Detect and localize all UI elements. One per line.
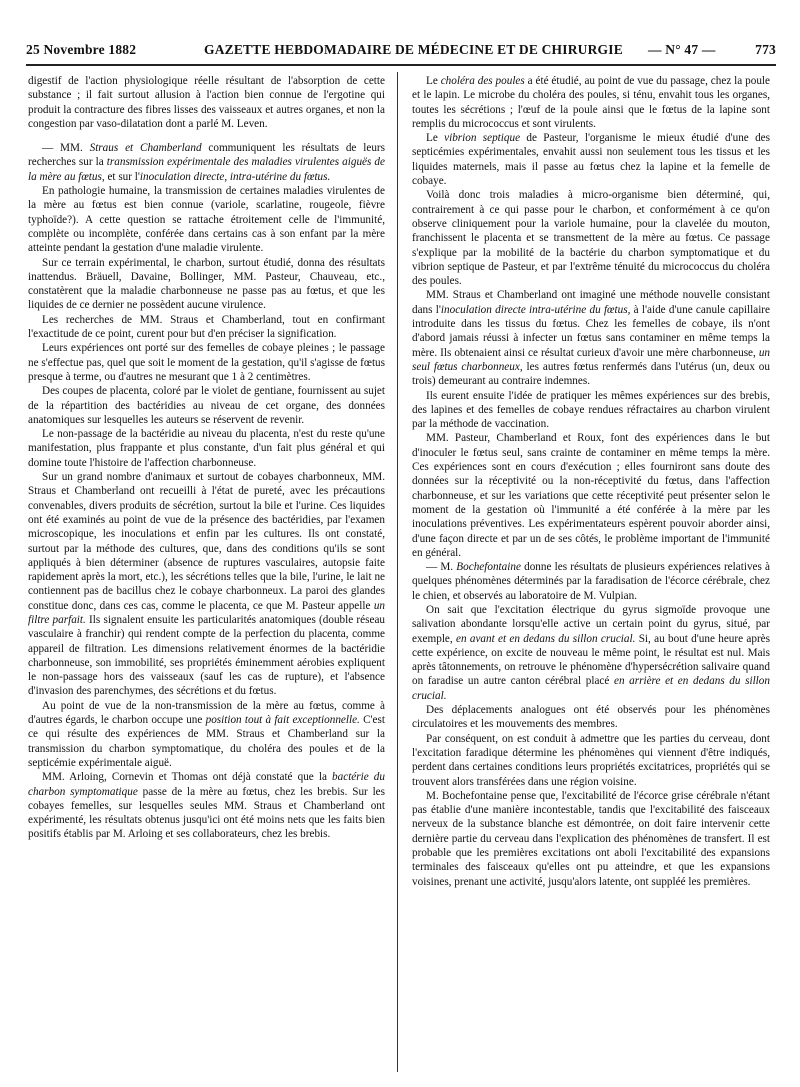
right-column (412, 74, 770, 889)
italic-phrase: bactérie du charbon symptomatique (28, 771, 385, 798)
journal-title: GAZETTE HEBDOMADAIRE DE MÉDECINE ET DE CHIRURGIE (204, 42, 623, 57)
italic-phrase: en avant et en dedans du sillon crucial. (456, 632, 636, 645)
paragraph-text: et sur l' (104, 170, 140, 183)
italic-phrase: un filtre parfait. (28, 599, 385, 626)
italic-phrase: inoculation directe intra-utérine du fœtus, (440, 303, 631, 316)
paragraph-text: les autres fœtus renfermés dans l'utérus (un, deux ou trois) demeurant au contraire indemnes. (412, 360, 770, 388)
paragraph (28, 384, 385, 427)
paragraph (412, 131, 770, 188)
paragraph-text: Les recherches de MM. Straus et Chamberland, tout en confirmant l'exactitude de ce point, curent pour but d'en préciser la signification. (28, 313, 385, 341)
paragraph-text: Au point de vue de la non-transmission de la mère au fœtus, comme à d'autres égards, le charbon occupe une (28, 699, 385, 727)
paragraph (28, 470, 385, 699)
paragraph-text: Le (426, 75, 441, 87)
paragraph-text: M. Bochefontaine pense que, l'excitabilité de l'écorce grise cérébrale n'étant pas établie d'une manière incontestable, tandis que l'excitabilité des faisceaux nerveux de la substance blanche est démontrée, on doit faire intervenir cette dernière partie du cerveau dans l'explication des phénomènes de transfert. Il est probable que les premières excitations ont aboli l'excitabilité des expansions terminales des faisceaux qu'elles ont pu atteindre, et que les expansions voisines, prenant une activité, jusqu'alors latente, ont suppléé les premières. (412, 789, 770, 888)
italic-phrase: vibrion septique (444, 132, 521, 145)
issue-number: — N° 47 — (648, 42, 716, 57)
paragraph-text: Par conséquent, on est conduit à admettre que les parties du cerveau, dont l'excitation faradique détermine les phénomènes qui viennent d'être indiqués, perdent dans certaines conditions leurs propriétés excitatrices, propriétés qui se trouvent alors transférées dans une région voisine. (412, 732, 770, 788)
paragraph-text: Ils signalent ensuite les particularités anatomiques (double réseau vasculaire à franchir) qui rendent compte de la perfection du placenta, comme appareil de filtration. Les dimensions relativement énormes de la bactéridie charbonneuse, son immobilité, ses propriétés éminemment aérobies expliquent le non-passage hors des vaisseaux (sauf les cas de rupture), et l'absence d'invasion des parenchymes, des sécrétions et du fœtus. (28, 613, 385, 698)
paragraph-text: communiquent les résultats de leurs recherches sur la (28, 142, 385, 169)
paragraph (28, 256, 385, 313)
paragraph-text: Des déplacements analogues ont été observés pour les phénomènes circulatoires et les mouvements des membres. (412, 704, 770, 731)
italic-phrase: un seul fœtus charbonneux, (412, 346, 770, 373)
paragraph-text: En pathologie humaine, la transmission de certaines maladies virulentes de la mère au fœtus est bien connue (variole, scarlatine, rougeole, fièvre typhoïde?). A cette question se rattache étroitement celle de l'immunité, complète ou incomplète, conférée dans certains cas à son enfant par la mère atteinte pendant la gestation d'une maladie virulente. (28, 185, 385, 255)
paragraph-text: Sur un grand nombre d'animaux et surtout de cobayes charbonneux, MM. Straus et Chamberland ont recueilli à l'état de pureté, avec les précautions convenables, divers produits de sécrétion, surtout la bile et l'urine. Ces liquides ont été examinés au point de vue de la présence des bactéridies, par l'examen microscopique, les inoculations et enfin par les cultures. Ils ont constaté, surtout par la méthode des cultures, que, dans des conditions qu'ils se sont appliqués à bien déterminer (absence de ruptures vasculaires, autopsie faite rapidement après la mort, etc.), les sécrétions telles que la bile, l'urine, le lait ne contiennent pas de bacillus chez le cobaye charbonneux. La paroi des glandes constitue donc, dans ces cas, comme le placenta, ce que M. Pasteur appelle (28, 471, 385, 612)
paragraph-text: à l'aide d'une canule capillaire introduite dans les tissus du fœtus. Chez les femelles de cobaye, ils n'ont d'abord jamais réussi à infecter un fœtus sans contaminer en même temps la mère. Ils obtenaient ainsi ce résultat curieux d'avoir une mère charbonneuse, (412, 303, 771, 359)
paragraph (412, 74, 770, 131)
paragraph (28, 770, 385, 841)
left-column (28, 74, 385, 842)
paragraph-text: Sur ce terrain expérimental, le charbon, surtout étudié, donna des résultats inattendus. Bräuell, Davaine, Bollinger, MM. Pasteur, Chauveau, etc., constatèrent que la maladie charbonneuse ne passe pas au fœtus, et que les liquides de ce dernier ne possèdent aucune virulence. (28, 256, 385, 312)
paragraph-text: Si, au bout d'une heure après cette expérience, on excite de nouveau le même point, le résultat est nul. Mais après tâtonnements, on retrouve le phénomène d'hypersécrétion salivaire quand on faradise un autre canton cérébral placé (412, 632, 770, 688)
paragraph-text: de Pasteur, l'organisme le mieux étudié d'une des septicémies expérimentales, envahit aussi non seulement tous les tissus et les liquides maternels, mais il passe au fœtus chez la lapine et la femelle de cobaye. (412, 132, 770, 188)
paragraph (412, 703, 770, 732)
paragraph-text: — M. (426, 561, 457, 574)
paragraph (412, 603, 770, 703)
header-rule (26, 64, 776, 66)
paragraph-text: Le (426, 132, 445, 145)
paragraph-text: donne les résultats de plusieurs expériences relatives à quelques phénomènes déterminés par la faradisation de l'écorce cérébrale, chez le chien, et observés au laboratoire de M. Vulpian. (412, 561, 770, 602)
italic-phrase: choléra des poules (440, 75, 525, 87)
paragraph-text: MM. Straus et Chamberland ont imaginé une méthode nouvelle consistant dans l' (412, 289, 770, 316)
paragraph (412, 288, 770, 388)
paragraph-text: a été étudié, au point de vue du passage, chez la poule et le lapin. Le microbe du choléra des poules, si ténu, envahit tous les organes, toutes les sécrétions ; l'œuf de la poule ainsi que le fœtus de la lapine sont remplis du micrococcus et sont virulents. (412, 75, 770, 130)
paragraph-text: Le non-passage de la bactéridie au niveau du placenta, n'est du reste qu'une manifestation, plus frappante et plus constante, d'un fait plus général et qui domine toute l'histoire de l'affection charbonneuse. (28, 428, 385, 469)
paragraph (28, 341, 385, 384)
paragraph (28, 141, 385, 184)
paragraph-text: passe de la mère au fœtus, chez les brebis. Sur les cobayes femelles, sur lesquelles seules MM. Straus et Chamberland ont expérimenté, les résultats obtenus jusqu'ici ont été moins nets que les faits bien positifs établis par M. Arloing et ses collaborateurs, chez les brebis. (28, 785, 386, 841)
paragraph (28, 313, 385, 342)
italic-phrase: en arrière et en dedans du sillon crucial. (412, 675, 770, 702)
paragraph (412, 431, 770, 560)
paragraph-text: Leurs expériences ont porté sur des femelles de cobaye pleines ; le passage ne s'effectue pas, quel que soit le moment de la gestation, qu'il s'agisse de fœtus presque à terme, ou d'autres ne mesurant que 1 à 2 centimètres. (28, 342, 385, 383)
paragraph (412, 389, 770, 432)
column-divider (397, 72, 398, 1072)
paragraph-text: C'est ce qui résulte des expériences de MM. Straus et Chamberland sur la transmission du charbon symptomatique, du choléra des poules et de la septicémie expérimentale aiguë. (28, 714, 385, 769)
paragraph-text: digestif de l'action physiologique réelle résultant de l'absorption de cette substance ; il fait surtout allusion à l'action bien connue de l'ergotine qui produit la contracture des fibres lisses des vaisseaux et autres organes, et non la congestion par vaso-dilatation dont a parlé M. Leven. (28, 75, 385, 130)
italic-phrase: inoculation directe, intra-utérine du fœtus. (139, 170, 331, 183)
italic-phrase: transmission expérimentale des maladies virulentes aiguës de la mère au fœtus, (28, 156, 385, 183)
paragraph-text: MM. Pasteur, Chamberland et Roux, font des expériences dans le but d'inoculer le fœtus seul, sans crainte de contaminer en même temps la mère. Ces expériences sont en cours d'exécution ; elles fourniront sans doute des données sur la réceptivité ou la non-réceptivité du fœtus, dans l'affection charbonneuse, et sur les variations que cette réceptivité peut présenter selon le moment de la gestation où l'immunité a été conférée à la mère par les inoculations préventives. Les expérimentateurs espèrent pouvoir aborder ainsi, d'une façon directe et par un de ses côtés, le problème important de l'immunité en général. (412, 432, 770, 559)
paragraph-text: Voilà donc trois maladies à micro-organisme bien déterminé, qui, contrairement à ce qui passe pour le charbon, et conformément à ce qu'on observe cliniquement pour la variole humaine, pour la clavelée du mouton, franchissent le placenta et se transmettent de la mère au fœtus. Ce passage s'explique par la mobilité de la bactérie du charbon symptomatique et du vibrion septique de Pasteur, et par l'extrême ténuité du micrococcus du choléra des poules. (412, 189, 770, 288)
paragraph (28, 699, 385, 770)
header-date: 25 Novembre 1882 (26, 42, 137, 57)
paragraph-text: On sait que l'excitation électrique du gyrus sigmoïde provoque une salivation abondante lorsqu'elle active un certain point du gyrus, situé, par exemple, (412, 603, 770, 645)
italic-phrase: Straus et Chamberland (89, 142, 202, 155)
paragraph (28, 427, 385, 470)
paragraph-text: Des coupes de placenta, coloré par le violet de gentiane, fournissent au sujet de la répartition des bactéridies au niveau de cet organe, des données anatomiques sur lesquelles les auteurs se réservent de revenir. (28, 385, 385, 426)
page-number: 773 (755, 42, 776, 57)
paragraph (412, 188, 770, 288)
running-header (26, 42, 776, 60)
paragraph (28, 74, 385, 131)
paragraph (412, 560, 770, 603)
paragraph-text: MM. Arloing, Cornevin et Thomas ont déjà constaté que la (42, 771, 333, 784)
paragraph (412, 789, 770, 889)
paragraph-text: Ils eurent ensuite l'idée de pratiquer les mêmes expériences sur des brebis, des lapines et des femelles de cobaye rendues réfractaires au charbon virulent par la méthode de vaccination. (412, 389, 770, 431)
italic-phrase: position tout à fait exceptionnelle. (205, 714, 360, 727)
paragraph (412, 732, 770, 789)
italic-phrase: Bochefontaine (456, 561, 521, 574)
paragraph (28, 184, 385, 255)
paragraph-text: — MM. (42, 142, 90, 155)
